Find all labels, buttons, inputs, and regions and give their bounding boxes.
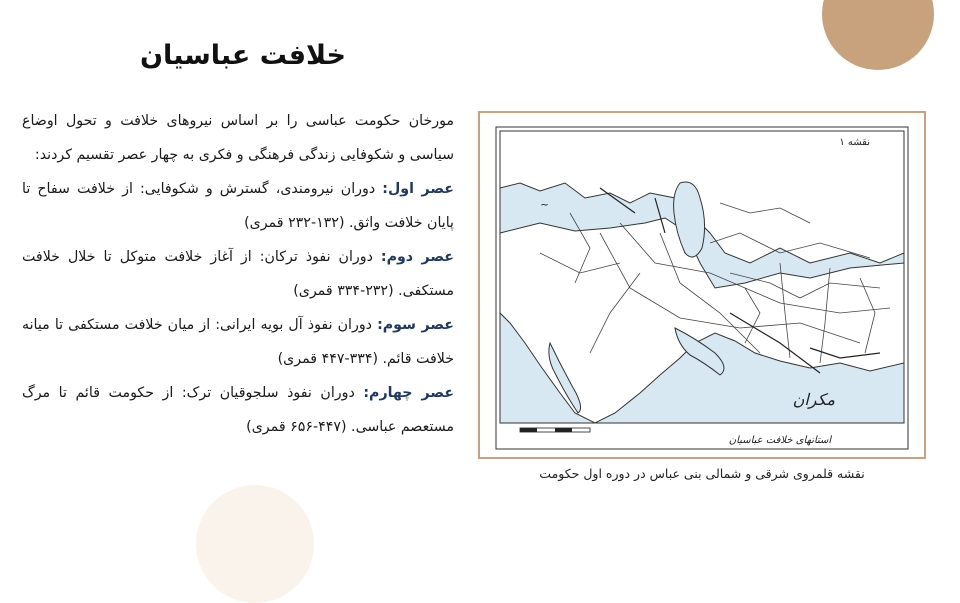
era-4 <box>22 376 454 444</box>
map-caption: نقشه قلمروی شرقی و شمالی بنی عباس در دوره اول حکومت <box>539 466 865 481</box>
era-label: عصر سوم: <box>377 317 455 333</box>
slide-title: خلافت عباسیان <box>140 40 346 71</box>
map-title: استانهای خلافت عباسیان <box>728 435 832 446</box>
map-region-label: مکران <box>792 390 835 409</box>
intro-paragraph: مورخان حکومت عباسی را بر اساس نیروهای خلافت و تحول اوضاع سیاسی و شکوفایی زندگی فرهنگی و فکری به چهار عصر تقسیم کردند: <box>22 113 454 163</box>
decorative-circle-top <box>822 0 934 70</box>
era-text: دوران نفوذ آل بویه ایرانی: از میان خلافت مستکفی تا میانه خلافت قائم. (۳۳۴-۴۴۷ قمری) <box>22 317 454 367</box>
era-2 <box>22 240 454 308</box>
historical-map <box>480 113 924 457</box>
map-image-frame <box>478 111 926 459</box>
era-label: عصر اول: <box>382 181 454 197</box>
map-label-north: ~ <box>540 198 550 211</box>
era-text: دوران نیرومندی، گسترش و شکوفایی: از خلافت سفاح تا پایان خلافت واثق. (۱۳۲-۲۳۲ قمری) <box>22 181 454 231</box>
era-1 <box>22 172 454 240</box>
era-3 <box>22 308 454 376</box>
era-label: عصر چهارم: <box>363 385 455 401</box>
era-text: دوران نفوذ ترکان: از آغاز خلافت متوکل تا خلال خلافت مستکفی. (۲۳۲-۳۳۴ قمری) <box>22 249 454 299</box>
decorative-circle-bottom <box>196 485 314 603</box>
era-label: عصر دوم: <box>380 249 454 265</box>
map-number: نقشه ۱ <box>839 137 870 148</box>
era-text: دوران نفوذ سلجوقیان ترک: از حکومت قائم تا مرگ مستعصم عباسی. (۴۴۷-۶۵۶ قمری) <box>22 385 454 435</box>
slide-body <box>22 104 454 444</box>
